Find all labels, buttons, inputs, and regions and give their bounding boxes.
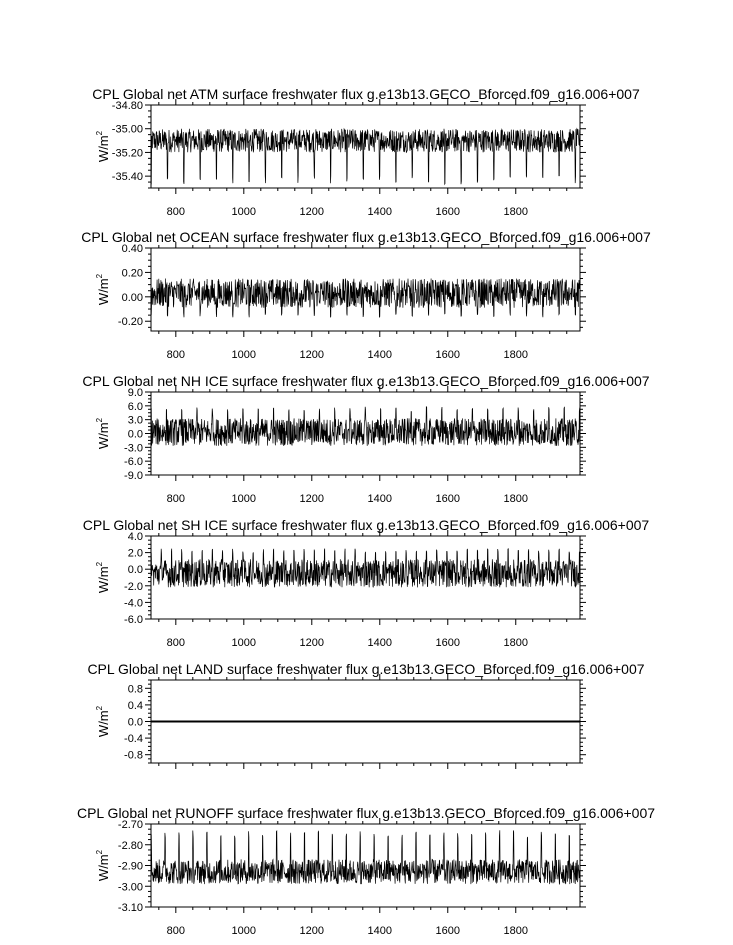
y-axis-label-superscript: 2 [95,417,104,423]
x-tick-label: 1400 [367,637,393,649]
x-tick-label: 1400 [367,349,393,361]
panel-2 [82,373,649,505]
y-tick-label: -35.40 [111,171,143,184]
plot-frame [151,392,580,475]
y-axis-label [95,849,111,881]
panel-4 [87,661,644,769]
x-tick-label: 1800 [503,637,528,649]
x-tick-label: 1200 [299,206,325,218]
y-tick-label: 4.0 [127,531,143,543]
chart-title: CPL Global net NH ICE surface freshwater flux g.e13b13.GECO_Bforced.f09_g16.006+007 [82,373,650,389]
y-axis-label [95,705,111,737]
x-tick-label: 1000 [231,349,257,361]
x-tick-label: 800 [166,349,185,361]
y-tick-label: -2.80 [117,839,143,852]
chart-title: CPL Global net OCEAN surface freshwater flux g.e13b13.GECO_Bforced.f09_g16.006+007 [81,229,651,245]
x-tick-label: 1200 [299,637,325,649]
y-tick-label: -2.70 [117,819,143,831]
x-tick-label: 1600 [435,493,461,505]
x-tick-label: 1800 [503,206,528,218]
y-tick-label: 0.0 [127,564,143,577]
data-line [151,549,580,588]
y-tick-label: 9.0 [127,387,143,399]
plot-frame [151,824,580,907]
y-tick-label: -4.0 [124,597,143,610]
y-axis-label-superscript: 2 [95,705,104,711]
y-tick-label: -3.00 [117,881,143,894]
panel-0 [92,86,640,218]
x-tick-label: 1400 [367,925,393,937]
panel-3 [83,517,650,649]
x-tick-label: 1600 [435,637,461,649]
x-tick-label: 1600 [435,925,461,937]
y-tick-label: -35.20 [111,147,143,160]
y-axis-label [95,417,111,449]
y-tick-label: 0.20 [121,267,143,280]
y-axis-label-unit: W/m [96,422,111,450]
chart-title: CPL Global net LAND surface freshwater flux g.e13b13.GECO_Bforced.f09_g16.006+007 [87,661,645,677]
y-tick-label: 0.4 [127,699,143,712]
y-axis-label [95,273,111,305]
x-tick-label: 1000 [231,637,257,649]
y-tick-label: -6.0 [124,614,143,626]
y-tick-label: 6.0 [127,400,143,413]
x-tick-label: 1600 [435,206,461,218]
y-axis-label-unit: W/m [96,278,111,306]
data-line [151,407,580,446]
y-tick-label: -0.20 [117,316,143,329]
y-axis-label [95,130,111,162]
x-tick-label: 800 [166,493,185,505]
y-axis-label-superscript: 2 [95,130,104,136]
x-tick-label: 1400 [367,493,393,505]
data-line [151,279,580,318]
x-tick-label: 1800 [503,349,528,361]
panel-1 [81,229,651,361]
y-tick-label: -2.0 [124,580,143,593]
y-tick-label: 0.8 [127,683,143,696]
panel-5 [77,805,655,937]
y-axis-label-unit: W/m [96,135,111,163]
x-tick-label: 1000 [231,493,257,505]
x-tick-label: 800 [166,637,185,649]
y-tick-label: -3.10 [117,902,143,914]
y-tick-label: -6.0 [124,456,143,469]
y-tick-label: 0.0 [127,716,143,729]
x-tick-label: 800 [166,925,185,937]
x-tick-label: 800 [166,206,185,218]
x-tick-label: 1800 [503,925,528,937]
y-axis-label-unit: W/m [96,854,111,882]
y-tick-label: 0.40 [121,243,143,255]
y-axis-label-superscript: 2 [95,561,104,567]
chart-title: CPL Global net SH ICE surface freshwater flux g.e13b13.GECO_Bforced.f09_g16.006+007 [82,517,650,533]
y-tick-label: -35.00 [111,123,143,136]
y-tick-label: 2.0 [127,547,143,560]
chart-title: CPL Global net ATM surface freshwater flux g.e13b13.GECO_Bforced.f09_g16.006+007 [92,86,640,102]
y-tick-label: 0.00 [121,291,143,304]
data-line [151,830,580,884]
x-tick-label: 1000 [231,206,257,218]
y-axis-label [95,561,111,593]
y-tick-label: -34.80 [111,100,143,112]
y-tick-label: -9.0 [124,470,143,482]
y-axis-label-superscript: 2 [95,849,104,855]
x-tick-label: 1400 [367,206,393,218]
x-tick-label: 1200 [299,925,325,937]
y-tick-label: 0.0 [127,428,143,441]
y-tick-label: -0.4 [124,733,143,746]
x-tick-label: 1000 [231,925,257,937]
x-tick-label: 1600 [435,349,461,361]
y-axis-label-unit: W/m [96,566,111,594]
y-axis-label-superscript: 2 [95,273,104,279]
x-tick-label: 1800 [503,493,528,505]
y-tick-label: 3.0 [127,414,143,427]
y-tick-label: -2.90 [117,860,143,873]
y-axis-label-unit: W/m [96,710,111,738]
y-tick-label: -0.8 [124,749,143,762]
x-tick-label: 1200 [299,493,325,505]
data-line [151,129,580,185]
y-tick-label: -3.0 [124,442,143,455]
chart-title: CPL Global net RUNOFF surface freshwater flux g.e13b13.GECO_Bforced.f09_g16.006+007 [76,805,656,821]
x-tick-label: 1200 [299,349,325,361]
